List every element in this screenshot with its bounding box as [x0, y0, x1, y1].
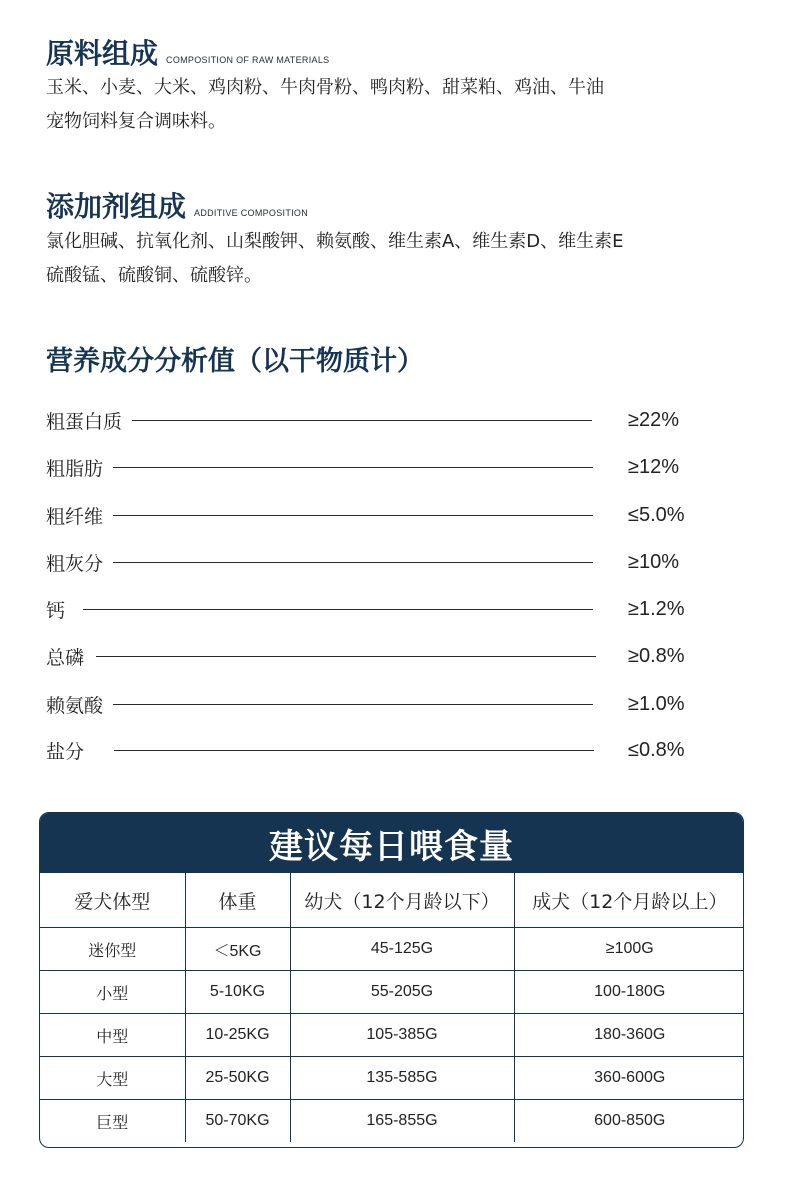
- table-cell: 25-50KG: [185, 1057, 290, 1100]
- table-cell: ＜5KG: [185, 928, 290, 971]
- table-cell: 10-25KG: [185, 1014, 290, 1057]
- nutrition-title: [46, 345, 424, 379]
- table-cell: 180-360G: [514, 1014, 744, 1057]
- nutrient-name: 粗脂肪: [46, 457, 104, 480]
- nutrition-row: [46, 452, 706, 482]
- table-cell: 巨型: [40, 1100, 185, 1143]
- table-row: [40, 971, 744, 1014]
- additive-title-en: ADDITIVE COMPOSITION: [194, 208, 309, 218]
- raw-materials-line: 玉米、小麦、大米、鸡肉粉、牛肉骨粉、鸭肉粉、甜菜粕、鸡油、牛油: [46, 77, 604, 98]
- table-cell: 165-855G: [290, 1100, 514, 1143]
- nutrient-name: 盐分: [46, 740, 85, 763]
- nutrient-value: ≥1.2%: [628, 597, 685, 620]
- table-cell: 大型: [40, 1057, 185, 1100]
- raw-materials-text: [46, 71, 746, 139]
- nutrient-name: 赖氨酸: [46, 694, 104, 717]
- header-adult: 成犬（12个月龄以上）: [514, 873, 744, 928]
- nutrition-row: [46, 405, 706, 435]
- additive-title: [46, 190, 308, 230]
- nutrient-name: 总磷: [46, 646, 85, 669]
- table-cell: 45-125G: [290, 928, 514, 971]
- leader-line: [132, 420, 592, 421]
- leader-line: [113, 515, 593, 516]
- table-cell: 135-585G: [290, 1057, 514, 1100]
- table-cell: 5-10KG: [185, 971, 290, 1014]
- nutrition-title-text: 营养成分分析值（以干物质计）: [46, 346, 424, 377]
- nutrient-name: 粗灰分: [46, 552, 104, 575]
- table-cell: 迷你型: [40, 928, 185, 971]
- nutrient-value: ≥12%: [628, 455, 680, 478]
- table-row: [40, 1100, 744, 1143]
- table-cell: 105-385G: [290, 1014, 514, 1057]
- nutrient-value: ≤5.0%: [628, 503, 685, 526]
- additive-line: 硫酸锰、硫酸铜、硫酸锌。: [46, 265, 262, 286]
- nutrition-row: [46, 735, 706, 765]
- feeding-table-title: 建议每日喂食量: [40, 813, 743, 873]
- feeding-table: [40, 873, 744, 1142]
- table-cell: 55-205G: [290, 971, 514, 1014]
- additive-line: 氯化胆碱、抗氧化剂、山梨酸钾、赖氨酸、维生素A、维生素D、维生素E: [46, 231, 624, 252]
- nutrient-name: 钙: [46, 599, 66, 622]
- table-cell: 100-180G: [514, 971, 744, 1014]
- leader-line: [113, 467, 593, 468]
- additive-title-cn: 添加剂组成: [46, 190, 187, 223]
- nutrient-value: ≥22%: [628, 408, 680, 431]
- leader-line: [113, 562, 593, 563]
- nutrition-row: [46, 547, 706, 577]
- table-header-row: [40, 873, 744, 928]
- nutrient-value: ≥10%: [628, 550, 680, 573]
- nutrition-row: [46, 689, 706, 719]
- header-puppy: 幼犬（12个月龄以下）: [290, 873, 514, 928]
- raw-materials-title-cn: 原料组成: [46, 37, 159, 70]
- header-weight: 体重: [185, 873, 290, 928]
- header-size: 爱犬体型: [40, 873, 185, 928]
- raw-materials-line: 宠物饲料复合调味料。: [46, 111, 226, 132]
- nutrition-row: [46, 594, 706, 624]
- nutrient-value: ≥1.0%: [628, 692, 685, 715]
- feeding-table-card: [39, 812, 744, 1148]
- table-row: [40, 928, 744, 971]
- table-row: [40, 1014, 744, 1057]
- table-cell: ≥100G: [514, 928, 744, 971]
- leader-line: [83, 609, 593, 610]
- additive-text: [46, 225, 746, 293]
- leader-line: [96, 656, 596, 657]
- table-cell: 50-70KG: [185, 1100, 290, 1143]
- nutrient-value: ≥0.8%: [628, 644, 685, 667]
- nutrition-row: [46, 641, 706, 671]
- raw-materials-title-en: COMPOSITION OF RAW MATERIALS: [166, 55, 330, 65]
- nutrient-value: ≤0.8%: [628, 738, 685, 761]
- leader-line: [113, 704, 593, 705]
- table-cell: 600-850G: [594, 1112, 666, 1129]
- table-cell: 小型: [40, 971, 185, 1014]
- nutrient-name: 粗纤维: [46, 505, 104, 528]
- table-cell: 中型: [40, 1014, 185, 1057]
- nutrient-name: 粗蛋白质: [46, 410, 123, 433]
- nutrition-row: [46, 500, 706, 530]
- leader-line: [114, 750, 594, 751]
- table-row: [40, 1057, 744, 1100]
- table-cell: 360-600G: [514, 1057, 744, 1100]
